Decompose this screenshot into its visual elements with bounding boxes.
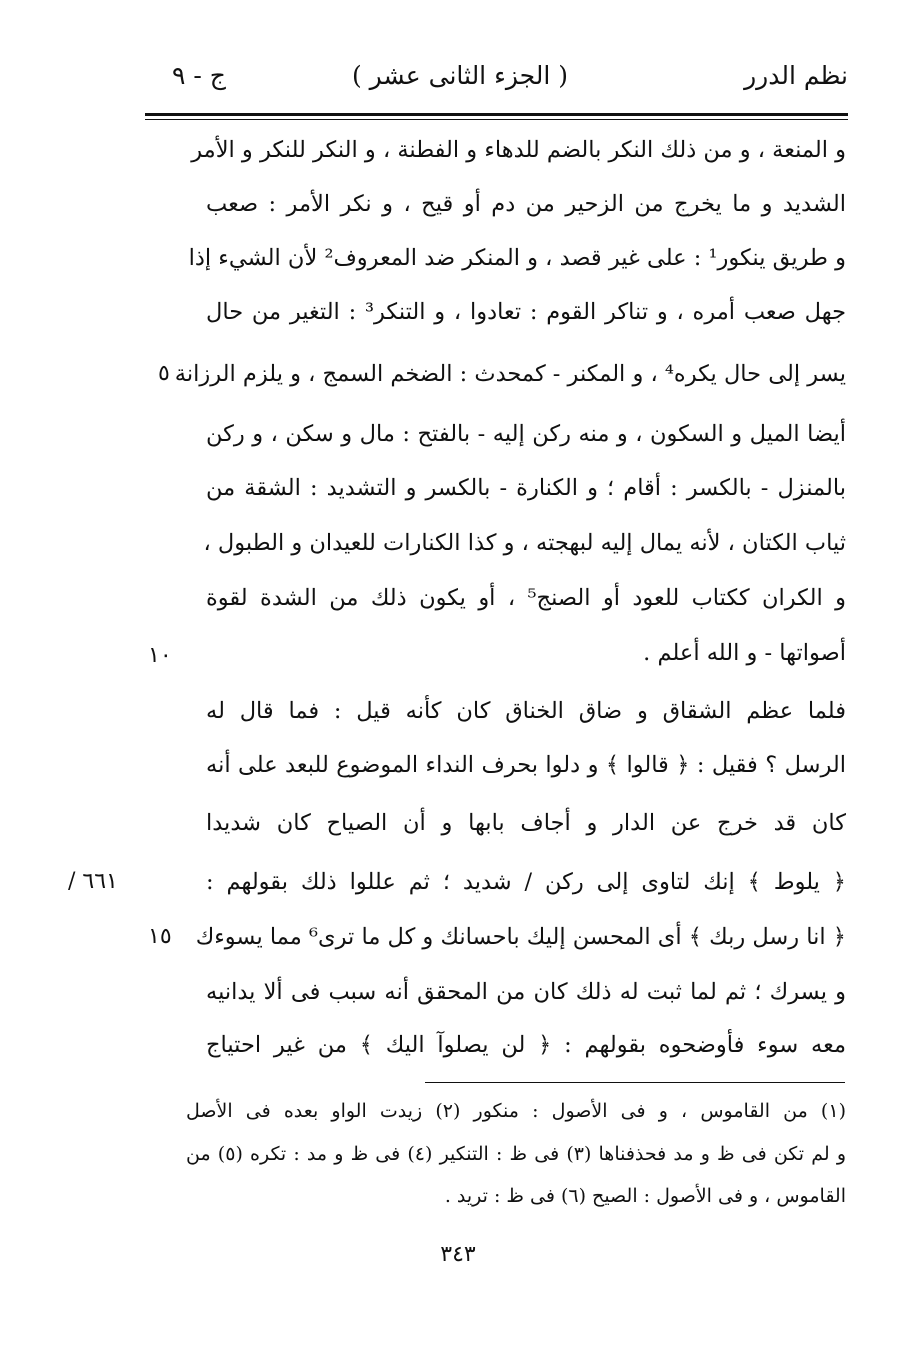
text-line: معه سوء فأوضحوه بقولهم : ﴿ لن يصلوآ اليك ﴾ من غير احتياج	[206, 1032, 846, 1058]
line-number-15: ١٥	[148, 924, 172, 949]
volume-label: ج - ٩	[172, 61, 226, 90]
text-line: ﴿ انا رسل ربك ﴾ أى المحسن إليك باحسانك و كل ما ترى⁶ مما يسوءك	[195, 924, 846, 950]
line-number-5: ٥	[158, 361, 170, 386]
text-line: و طريق ينكور¹ : على غير قصد ، و المنكر ضد المعروف² لأن الشيء إذا	[188, 245, 846, 271]
footnote-line: القاموس ، و فى الأصول : الصيح (٦) فى ظ : تريد .	[444, 1185, 846, 1207]
text-line: ﴿ يلوط ﴾ إنك لتاوى إلى ركن / شديد ؛ ثم عللوا ذلك بقولهم :	[206, 869, 846, 895]
text-line: أصواتها - و الله أعلم .	[643, 640, 846, 666]
text-line: و الكران ككتاب للعود أو الصنج⁵ ، أو يكون ذلك من الشدة لقوة	[206, 585, 846, 611]
text-line: ثياب الكتان ، لأنه يمال إليه لبهجته ، و كذا الكنارات للعيدان و الطبول ،	[203, 530, 846, 556]
text-line: و المنعة ، و من ذلك النكر بالضم للدهاء و الفطنة ، و النكر للنكر و الأمر	[191, 137, 846, 163]
text-line: كان قد خرج عن الدار و أجاف بابها و أن الصياح كان شديدا	[206, 810, 846, 836]
footnote-line: (١) من القاموس ، و فى الأصول : منكور (٢) زيدت الواو بعده فى الأصل	[186, 1100, 846, 1122]
text-line: و يسرك ؛ ثم لما ثبت له ذلك كان من المحقق أنه سبب فى ألا يدانيه	[206, 979, 846, 1005]
page-number: ٣٤٣	[440, 1242, 476, 1267]
text-line: فلما عظم الشقاق و ضاق الخناق كان كأنه قيل : فما قال له	[206, 698, 846, 724]
margin-page-ref: / ٦٦١	[68, 869, 118, 894]
running-title: نظم الدرر	[744, 61, 848, 90]
text-line: الرسل ؟ فقيل : ﴿ قالوا ﴾ و دلوا بحرف النداء الموضوع للبعد على أنه	[206, 752, 846, 778]
text-line: أيضا الميل و السكون ، و منه ركن إليه - بالفتح : مال و سكن ، و ركن	[206, 421, 846, 447]
text-line: بالمنزل - بالكسر : أقام ؛ و الكنارة - بالكسر و التشديد : الشقة من	[206, 475, 846, 501]
header-rule-thin	[145, 119, 848, 120]
footnote-rule	[425, 1082, 845, 1083]
header-rule-thick	[145, 113, 848, 116]
text-line: يسر إلى حال يكره⁴ ، و المكنر - كمحدث : الضخم السمج ، و يلزم الرزانة	[174, 361, 846, 387]
text-line: الشديد و ما يخرج من الزحير من دم أو قيح ، و نكر الأمر : صعب	[206, 191, 846, 217]
footnote-line: و لم تكن فى ظ و مد فحذفناها (٣) فى ظ : التنكير (٤) فى ظ و مد : تكره (٥) من	[186, 1143, 846, 1165]
part-label: ( الجزء الثانى عشر )	[351, 61, 569, 90]
line-number-10: ١٠	[148, 643, 172, 668]
text-line: جهل صعب أمره ، و تناكر القوم : تعادوا ، و التنكر³ : التغير من حال	[206, 299, 846, 325]
